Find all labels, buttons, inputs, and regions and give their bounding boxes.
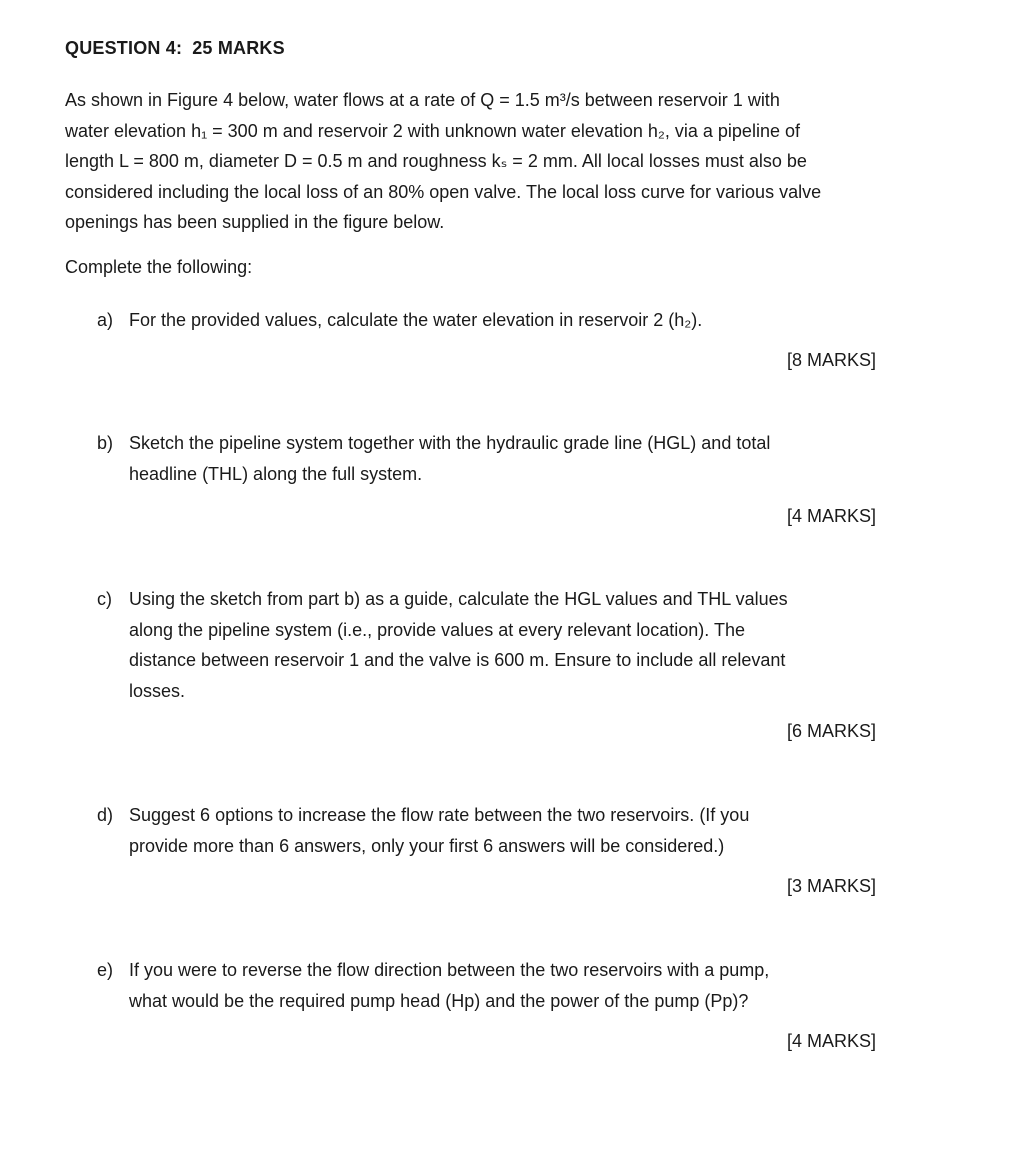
part-c-marks: [6 MARKS] [786,721,876,741]
part-d-text [129,800,869,861]
part-e-line: If you were to reverse the flow direction between the two reservoirs with a pump, [129,960,770,980]
part-d-marks: [3 MARKS] [786,876,876,896]
part-e-line: what would be the required pump head (Hp) and the power of the pump (Pp)? [129,990,749,1011]
part-a-label: a) [97,310,114,330]
part-c-label: c) [97,589,112,609]
intro-line: water elevation h₁ = 300 m and reservoir 2 with unknown water elevation h₂, via a pipeline of [65,120,800,141]
question-title: QUESTION 4: [65,38,183,58]
complete-following-label: Complete the following: [65,257,253,277]
part-a-text [129,305,869,336]
part-d-line: provide more than 6 answers, only your first 6 answers will be considered.) [129,835,725,856]
intro-line: As shown in Figure 4 below, water flows at a rate of Q = 1.5 m³/s between reservoir 1 with [65,90,780,110]
part-d-label: d) [97,805,114,825]
part-d-line: Suggest 6 options to increase the flow rate between the two reservoirs. (If you [129,805,750,825]
part-b-marks: [4 MARKS] [786,506,876,526]
question-heading [65,38,285,59]
intro-line: openings has been supplied in the figure below. [65,212,445,233]
part-c-line: losses. [129,680,186,701]
part-c-text [129,584,869,706]
question-total-marks: 25 MARKS [192,38,285,58]
part-b-line: Sketch the pipeline system together with the hydraulic grade line (HGL) and total [129,433,771,453]
part-a-marks: [8 MARKS] [786,350,876,370]
part-e-label: e) [97,960,114,980]
part-b-label: b) [97,433,114,453]
part-c-line: distance between reservoir 1 and the valve is 600 m. Ensure to include all relevant [129,650,786,671]
part-a-line: For the provided values, calculate the water elevation in reservoir 2 (h₂). [129,310,703,330]
part-e-text [129,955,869,1016]
part-b-text [129,428,869,489]
question-intro [65,85,895,238]
intro-line: considered including the local loss of an 80% open valve. The local loss curve for various valve [65,181,822,202]
part-c-line: Using the sketch from part b) as a guide, calculate the HGL values and THL values [129,589,788,609]
part-c-line: along the pipeline system (i.e., provide values at every relevant location). The [129,619,745,640]
part-b-line: headline (THL) along the full system. [129,463,423,484]
part-e-marks: [4 MARKS] [786,1031,876,1051]
intro-line: length L = 800 m, diameter D = 0.5 m and roughness kₛ = 2 mm. All local losses must also be [65,151,807,172]
